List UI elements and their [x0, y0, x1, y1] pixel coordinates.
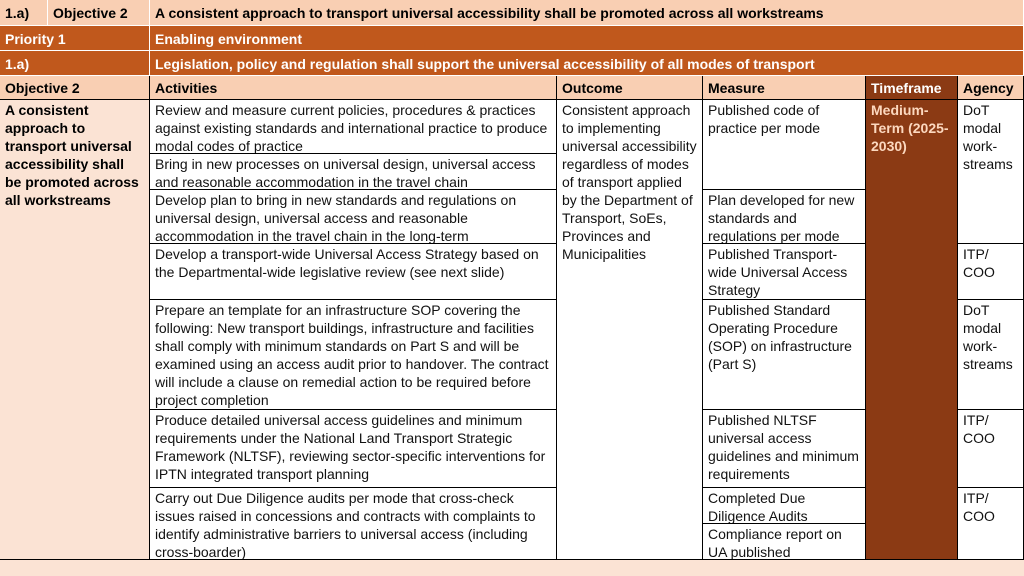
col-header-outcome: Outcome: [557, 76, 703, 100]
activity-4: Develop a transport-wide Universal Access Strategy based on the Departmental-wide legislative review (see next slide): [150, 244, 557, 300]
agency-5: ITP/ COO: [958, 488, 1024, 560]
measure-1: Published code of practice per mode: [703, 100, 866, 190]
row1-title: A consistent approach to transport universal accessibility shall be promoted across all workstreams: [150, 0, 1024, 26]
bottom-strip: [0, 560, 1024, 576]
activity-1: Review and measure current policies, procedures & practices against existing standards and international practice to produce modal codes of practice: [150, 100, 557, 154]
col-header-agency: Agency: [958, 76, 1024, 100]
col-header-timeframe: Timeframe: [866, 76, 958, 100]
agency-4: ITP/ COO: [958, 410, 1024, 488]
agency-1: DoT modal work-streams: [958, 100, 1024, 244]
agency-2: ITP/ COO: [958, 244, 1024, 300]
measure-2: Plan developed for new standards and regulations per mode: [703, 190, 866, 244]
activity-6: Produce detailed universal access guidelines and minimum requirements under the National Land Transport Strategic Framework (NLTSF), reviewing sector-specific interventions for IPTN integrated transport planning: [150, 410, 557, 488]
activity-2: Bring in new processes on universal design, universal access and reasonable accommodation in the travel chain: [150, 154, 557, 190]
priority-title: Enabling environment: [150, 26, 1024, 51]
row1-objective-label: Objective 2: [48, 0, 150, 26]
timeframe-text: Medium-Term (2025-2030): [866, 100, 958, 560]
activity-3: Develop plan to bring in new standards and regulations on universal design, universal access and reasonable accommodation in the travel chain in the long-term: [150, 190, 557, 244]
activity-7: Carry out Due Diligence audits per mode that cross-check issues raised in concessions and contracts with complaints to identify administrative barriers to universal access (including cross-boarder): [150, 488, 557, 560]
outcome-text: Consistent approach to implementing universal accessibility regardless of modes of transport applied by the Department of Transport, SoEs, Provinces and Municipalities: [557, 100, 703, 560]
row1-code: 1.a): [0, 0, 48, 26]
measure-5: Published NLTSF universal access guidelines and minimum requirements: [703, 410, 866, 488]
agency-3: DoT modal work-streams: [958, 300, 1024, 410]
measure-4: Published Standard Operating Procedure (SOP) on infrastructure (Part S): [703, 300, 866, 410]
col-header-objective: Objective 2: [0, 76, 150, 100]
priority-label: Priority 1: [0, 26, 150, 51]
col-header-activities: Activities: [150, 76, 557, 100]
row3-title: Legislation, policy and regulation shall support the universal accessibility of all modes of transport: [150, 51, 1024, 76]
col-header-measure: Measure: [703, 76, 866, 100]
measure-6: Completed Due Diligence Audits: [703, 488, 866, 524]
measure-7: Compliance report on UA published: [703, 524, 866, 560]
activity-5: Prepare an template for an infrastructure SOP covering the following: New transport buildings, infrastructure and facilities shall comply with minimum standards on Part S and will be examined using an access audit prior to handover. The contract will include a clause on remedial action to be required before project completion: [150, 300, 557, 410]
objective-text: A consistent approach to transport universal accessibility shall be promoted across all workstreams: [0, 100, 150, 560]
row3-code: 1.a): [0, 51, 150, 76]
measure-3: Published Transport-wide Universal Access Strategy: [703, 244, 866, 300]
